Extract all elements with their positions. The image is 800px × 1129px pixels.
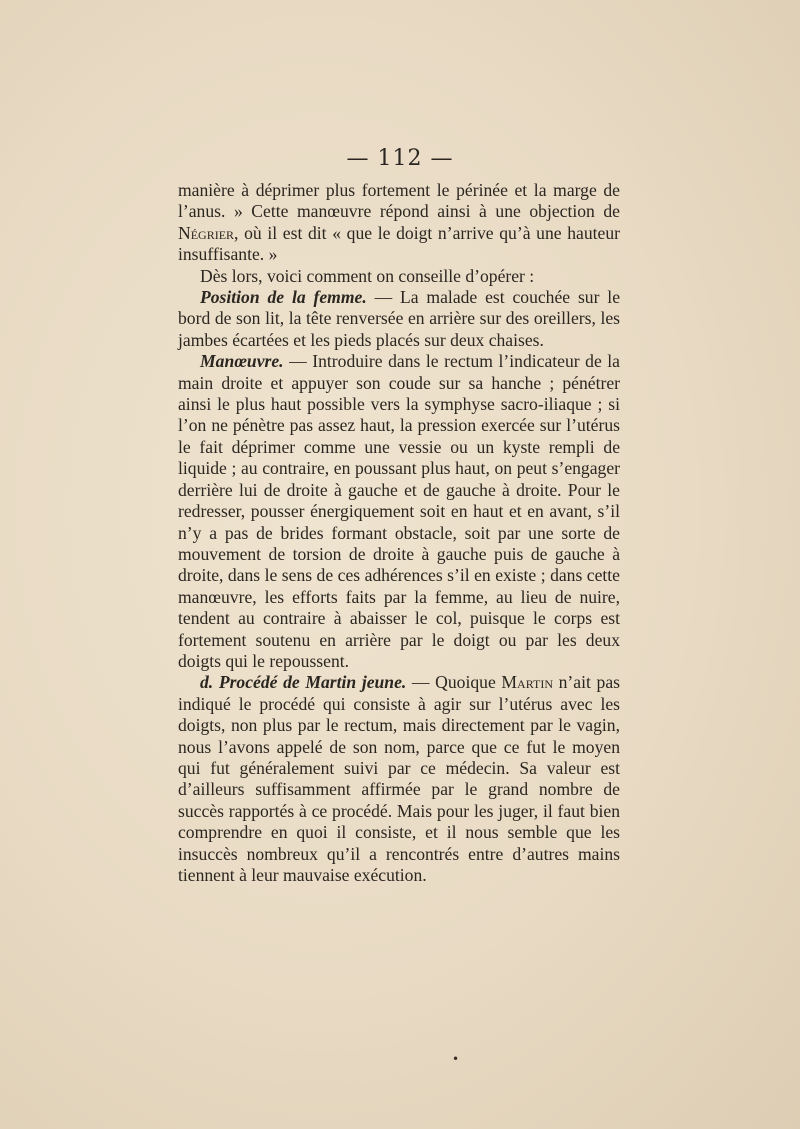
- paragraph-2: Dès lors, voici comment on conseille d’opérer :: [200, 265, 535, 286]
- paragraph-4: [178, 351, 620, 672]
- paragraph-5-text-b: n’ait pas indiqué le procédé qui consiste à agir sur l’utérus avec les doigts, non plus par le rectum, mais directement par le vagin, nous l’avons appelé de son nom, parce que ce fut le moyen qui fut généralement suivi par ce médecin. Sa valeur est d’ailleurs suffisamment affirmée par le grand nombre de succès rapportés à ce procédé. Mais pour les juger, il faut bien comprendre en quoi il consiste, et il nous semble que les insuccès nombreux qu’il a rencontrés entre d’autres mains tiennent à leur mauvaise exécution.: [178, 672, 620, 885]
- paragraph-3: [178, 287, 620, 351]
- paragraph-1-text: manière à déprimer plus fortement le périnée et la marge de l’anus. » Cette manœuvre répond ainsi à une objection de: [178, 180, 620, 222]
- page-number: — 112 —: [346, 146, 454, 171]
- paragraph-3-text: — La malade est couchée sur le bord de son lit, la tête renversée en arrière sur des oreillers, les jambes écartées et les pieds placés sur deux chaises.: [178, 287, 621, 350]
- paragraph-4-text: — Introduire dans le rectum l’indicateur de la main droite et appuyer son coude sur sa hanche ; pénétrer ainsi le plus haut possible vers la symphyse sacro-iliaque ; si l’on ne pénètre pas assez haut, la pression exercée sur l’utérus le fait déprimer comme une vessie ou un kyste rempli de liquide ; au contraire, en poussant plus haut, on peut s’engager derrière lui de droite à gauche et de gauche à droite. Pour le redresser, pousser énergiquement soit en haut et en avant, s’il n’y a pas de brides formant obstacle, soit par une sorte de mouvement de torsion de droite à gauche puis de gauche à droite, dans le sens de ces adhérences s’il en existe ; dans cette manœuvre, les efforts faits par la femme, au lieu de nuire, tendent au contraire à abaisser le col, puisque le corps est fortement soutenu en arrière par le doigt ou par les deux doigts qui le repoussent.: [178, 351, 620, 671]
- footer-mark: •: [452, 1052, 460, 1066]
- paragraph-1-rest: , où il est dit « que le doigt n’arrive qu’à une hauteur insuffisante. »: [178, 222, 620, 265]
- section-heading-procede-martin: d. Procédé de Martin jeune.: [200, 672, 407, 693]
- author-name-negrier: Négrier: [178, 222, 235, 243]
- section-heading-manoeuvre: Manœuvre.: [200, 351, 284, 372]
- section-heading-position: Position de la femme.: [200, 287, 367, 308]
- paragraph-5-text-a: — Quoique: [406, 672, 502, 693]
- paragraph-5: [178, 672, 620, 886]
- paragraph-1: [178, 180, 620, 266]
- body-text: [178, 180, 620, 886]
- author-name-martin: Martin: [501, 672, 553, 693]
